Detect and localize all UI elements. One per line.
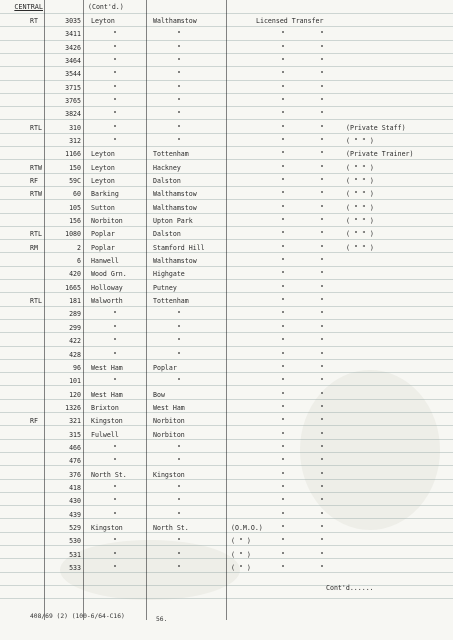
row-status: " [281, 377, 285, 385]
row-number: 428 [69, 351, 81, 359]
row-to: Highgate [153, 270, 185, 278]
row-from: " [113, 110, 117, 118]
row-status: " [281, 551, 285, 559]
row-number: 2 [77, 244, 81, 252]
row-status-ditto: " [320, 324, 324, 332]
row-remark: (O.M.O.) [231, 524, 263, 532]
row-status-ditto: " [320, 471, 324, 479]
row-number: 181 [69, 297, 81, 305]
paper-smudge [60, 540, 240, 600]
row-from: " [113, 70, 117, 78]
row-code: RTL [30, 230, 42, 238]
row-from: " [113, 564, 117, 572]
row-from: " [113, 310, 117, 318]
row-to: " [177, 310, 181, 318]
row-status-ditto: " [320, 230, 324, 238]
row-status-ditto: " [320, 257, 324, 265]
row-status-ditto: " [320, 177, 324, 185]
row-status-ditto: " [320, 110, 324, 118]
row-note: ( " " ) [346, 177, 374, 185]
row-from: Leyton [91, 17, 115, 25]
row-status: " [281, 497, 285, 505]
row-number: 60 [73, 190, 81, 198]
row-number: 6 [77, 257, 81, 265]
row-status-ditto: " [320, 431, 324, 439]
row-status-ditto: " [320, 84, 324, 92]
row-status-ditto: " [320, 124, 324, 132]
row-number: 1080 [65, 230, 81, 238]
row-note: ( " " ) [346, 244, 374, 252]
row-code: RTW [30, 190, 42, 198]
row-status: " [281, 257, 285, 265]
row-status-ditto: " [320, 164, 324, 172]
page-number: 56. [156, 616, 168, 623]
row-status-ditto: " [320, 97, 324, 105]
continued-heading: (Cont'd.) [88, 3, 124, 11]
row-status-ditto: " [320, 364, 324, 372]
row-from: " [113, 84, 117, 92]
row-to: Walthamstow [153, 257, 197, 265]
row-number: 3035 [65, 17, 81, 25]
row-from: " [113, 377, 117, 385]
row-status: " [281, 97, 285, 105]
row-note: ( " " ) [346, 217, 374, 225]
row-status: " [281, 404, 285, 412]
row-code: RF [30, 417, 38, 425]
row-number: 321 [69, 417, 81, 425]
row-status-ditto: " [320, 351, 324, 359]
row-to: Norbiton [153, 431, 185, 439]
row-status: " [281, 270, 285, 278]
row-status: Licensed Transfer [256, 17, 324, 25]
row-from: " [113, 57, 117, 65]
row-from: " [113, 351, 117, 359]
row-to: " [177, 97, 181, 105]
row-to: " [177, 44, 181, 52]
row-from: Holloway [91, 284, 123, 292]
row-status: " [281, 84, 285, 92]
row-status-ditto: " [320, 391, 324, 399]
row-from: North St. [91, 471, 127, 479]
row-note: (Private Trainer) [346, 150, 414, 158]
row-status-ditto: " [320, 484, 324, 492]
row-to: Walthamstow [153, 204, 197, 212]
row-status: " [281, 564, 285, 572]
row-to: Stamford Hill [153, 244, 205, 252]
row-status-ditto: " [320, 457, 324, 465]
row-status: " [281, 297, 285, 305]
row-status-ditto: " [320, 444, 324, 452]
row-status-ditto: " [320, 337, 324, 345]
row-to: Walthamstow [153, 17, 197, 25]
row-from: " [113, 324, 117, 332]
row-from: " [113, 124, 117, 132]
row-status-ditto: " [320, 44, 324, 52]
row-number: 1166 [65, 150, 81, 158]
row-remark: ( " ) [231, 551, 251, 559]
row-from: Kingston [91, 524, 123, 532]
row-status: " [281, 337, 285, 345]
row-number: 120 [69, 391, 81, 399]
row-status: " [281, 230, 285, 238]
row-number: 530 [69, 537, 81, 545]
row-status-ditto: " [320, 511, 324, 519]
row-number: 1326 [65, 404, 81, 412]
row-status-ditto: " [320, 564, 324, 572]
continued-label: Cont'd...... [326, 584, 374, 592]
row-status-ditto: " [320, 150, 324, 158]
row-from: " [113, 30, 117, 38]
row-to: Tottenham [153, 297, 189, 305]
row-remark: ( " ) [231, 564, 251, 572]
row-to: " [177, 70, 181, 78]
row-to: " [177, 537, 181, 545]
row-number: 312 [69, 137, 81, 145]
row-number: 310 [69, 124, 81, 132]
row-from: Sutton [91, 204, 115, 212]
row-number: 376 [69, 471, 81, 479]
form-reference: 408/69 (2) (100-6/64-C16) [30, 613, 125, 620]
row-to: " [177, 30, 181, 38]
row-to: North St. [153, 524, 189, 532]
row-from: Hanwell [91, 257, 119, 265]
row-number: 96 [73, 364, 81, 372]
row-to: Putney [153, 284, 177, 292]
row-code: RT [30, 17, 38, 25]
row-to: Dalston [153, 230, 181, 238]
row-from: West Ham [91, 364, 123, 372]
row-from: Norbiton [91, 217, 123, 225]
row-number: 101 [69, 377, 81, 385]
row-number: 422 [69, 337, 81, 345]
row-status: " [281, 417, 285, 425]
row-to: Upton Park [153, 217, 193, 225]
column-divider [83, 0, 84, 620]
row-to: " [177, 444, 181, 452]
row-status-ditto: " [320, 270, 324, 278]
row-note: ( " " ) [346, 204, 374, 212]
row-to: Poplar [153, 364, 177, 372]
row-to: Kingston [153, 471, 185, 479]
row-from: Barking [91, 190, 119, 198]
row-number: 3411 [65, 30, 81, 38]
row-number: 3544 [65, 70, 81, 78]
row-status-ditto: " [320, 417, 324, 425]
row-status-ditto: " [320, 284, 324, 292]
row-from: " [113, 44, 117, 52]
row-status: " [281, 204, 285, 212]
row-to: " [177, 351, 181, 359]
row-number: 3464 [65, 57, 81, 65]
row-status: " [281, 57, 285, 65]
row-status-ditto: " [320, 404, 324, 412]
row-status: " [281, 177, 285, 185]
column-divider [44, 0, 45, 620]
row-to: " [177, 377, 181, 385]
row-from: " [113, 551, 117, 559]
row-status-ditto: " [320, 310, 324, 318]
row-to: Tottenham [153, 150, 189, 158]
row-number: 105 [69, 204, 81, 212]
row-from: " [113, 444, 117, 452]
row-to: " [177, 511, 181, 519]
row-status: " [281, 110, 285, 118]
row-to: " [177, 337, 181, 345]
row-status: " [281, 457, 285, 465]
row-from: " [113, 137, 117, 145]
row-number: 3765 [65, 97, 81, 105]
row-status: " [281, 190, 285, 198]
row-status: " [281, 324, 285, 332]
row-status: " [281, 364, 285, 372]
row-from: " [113, 337, 117, 345]
row-from: Leyton [91, 164, 115, 172]
section-heading: CENTRAL [14, 3, 43, 11]
row-status-ditto: " [320, 57, 324, 65]
row-remark: ( " ) [231, 537, 251, 545]
row-number: 156 [69, 217, 81, 225]
row-number: 299 [69, 324, 81, 332]
row-status-ditto: " [320, 524, 324, 532]
row-to: Norbiton [153, 417, 185, 425]
row-status: " [281, 310, 285, 318]
row-status-ditto: " [320, 30, 324, 38]
row-to: " [177, 324, 181, 332]
row-status: " [281, 164, 285, 172]
row-status: " [281, 284, 285, 292]
row-status: " [281, 484, 285, 492]
row-status: " [281, 70, 285, 78]
row-to: " [177, 564, 181, 572]
row-status: " [281, 524, 285, 532]
row-status-ditto: " [320, 551, 324, 559]
row-to: " [177, 551, 181, 559]
row-number: 430 [69, 497, 81, 505]
row-status: " [281, 444, 285, 452]
row-number: 439 [69, 511, 81, 519]
row-status: " [281, 244, 285, 252]
row-status: " [281, 351, 285, 359]
row-number: 476 [69, 457, 81, 465]
row-number: 289 [69, 310, 81, 318]
row-number: 3824 [65, 110, 81, 118]
row-to: " [177, 457, 181, 465]
row-status-ditto: " [320, 377, 324, 385]
row-number: 3715 [65, 84, 81, 92]
row-from: Poplar [91, 244, 115, 252]
row-status: " [281, 537, 285, 545]
row-status: " [281, 391, 285, 399]
row-from: Leyton [91, 177, 115, 185]
row-code: RM [30, 244, 38, 252]
row-from: Poplar [91, 230, 115, 238]
row-to: " [177, 84, 181, 92]
row-number: 420 [69, 270, 81, 278]
row-code: RTL [30, 124, 42, 132]
row-number: 1665 [65, 284, 81, 292]
row-to: " [177, 57, 181, 65]
row-from: " [113, 457, 117, 465]
row-status-ditto: " [320, 70, 324, 78]
row-from: West Ham [91, 391, 123, 399]
row-from: " [113, 511, 117, 519]
row-status: " [281, 137, 285, 145]
row-status-ditto: " [320, 190, 324, 198]
row-from: " [113, 497, 117, 505]
row-from: Wood Grn. [91, 270, 127, 278]
row-to: Walthamstow [153, 190, 197, 198]
row-code: RTW [30, 164, 42, 172]
row-status-ditto: " [320, 537, 324, 545]
row-to: " [177, 124, 181, 132]
row-to: " [177, 137, 181, 145]
column-divider [146, 0, 147, 620]
row-status: " [281, 30, 285, 38]
row-number: 466 [69, 444, 81, 452]
row-status: " [281, 511, 285, 519]
row-status-ditto: " [320, 244, 324, 252]
row-status-ditto: " [320, 137, 324, 145]
row-to: " [177, 484, 181, 492]
row-status: " [281, 150, 285, 158]
row-from: " [113, 97, 117, 105]
row-status: " [281, 431, 285, 439]
row-from: Kingston [91, 417, 123, 425]
row-note: (Private Staff) [346, 124, 406, 132]
row-to: " [177, 110, 181, 118]
row-note: ( " " ) [346, 230, 374, 238]
row-status-ditto: " [320, 204, 324, 212]
row-from: " [113, 484, 117, 492]
row-note: ( " " ) [346, 137, 374, 145]
column-divider [226, 0, 227, 620]
row-from: Walworth [91, 297, 123, 305]
row-to: Hackney [153, 164, 181, 172]
row-from: Brixton [91, 404, 119, 412]
row-status: " [281, 217, 285, 225]
row-to: West Ham [153, 404, 185, 412]
row-from: " [113, 537, 117, 545]
row-number: 531 [69, 551, 81, 559]
row-status-ditto: " [320, 297, 324, 305]
row-number: 150 [69, 164, 81, 172]
row-status-ditto: " [320, 497, 324, 505]
row-number: 418 [69, 484, 81, 492]
row-note: ( " " ) [346, 164, 374, 172]
row-status: " [281, 471, 285, 479]
row-number: 533 [69, 564, 81, 572]
row-code: RTL [30, 297, 42, 305]
row-status-ditto: " [320, 217, 324, 225]
row-note: ( " " ) [346, 190, 374, 198]
row-to: " [177, 497, 181, 505]
row-number: 3426 [65, 44, 81, 52]
row-to: Dalston [153, 177, 181, 185]
row-status: " [281, 44, 285, 52]
row-from: Fulwell [91, 431, 119, 439]
row-number: 315 [69, 431, 81, 439]
row-number: 529 [69, 524, 81, 532]
row-code: RF [30, 177, 38, 185]
row-from: Leyton [91, 150, 115, 158]
row-status: " [281, 124, 285, 132]
row-number: 59C [69, 177, 81, 185]
row-to: Bow [153, 391, 165, 399]
